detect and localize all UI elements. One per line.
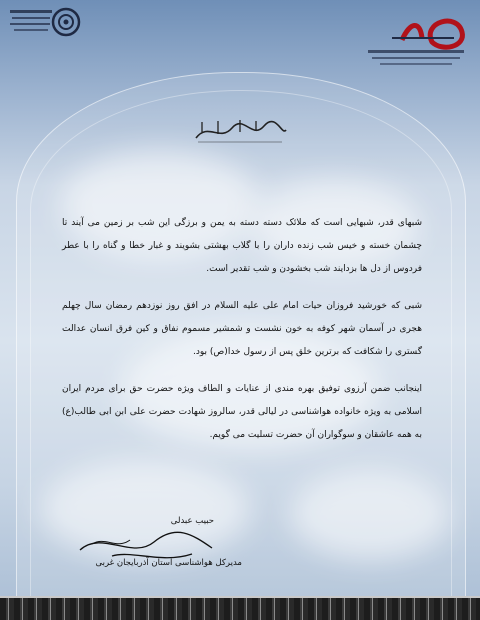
signatory-name: حبیب عبدلی xyxy=(170,516,214,526)
letter-paragraph: شبی که خورشید فروزان حیات امام علی علیه السلام در افق روز نوزدهم رمضان سال چهلم هجری در آسمان شهر کوفه به خون نشست و شمشیر مسموم نفاق و کین فرق انسان عدالت گستری را شکافت که برترین خلق پس از رسول خدا(ص) بود. xyxy=(62,301,422,357)
ali-calligraphy-emblem xyxy=(362,2,470,72)
letter-paragraph: اینجانب ضمن آرزوی توفیق بهره مندی از عنایات و الطاف ویژه حضرت حق برای مردم ایران اسلامی به ویژه خانواده هواشناسی در لیالی قدر، سالروز شهادت حضرت علی ابن ابی طالب(ع) به همه عاشقان و سوگواران آن حضرت تسلیت می گویم. xyxy=(62,384,422,440)
organization-logo xyxy=(8,4,82,44)
signature-block xyxy=(72,514,242,584)
decorative-bottom-border xyxy=(0,596,480,620)
letter-body xyxy=(62,212,422,461)
signatory-title: مدیرکل هواشناسی استان آذربایجان غربی xyxy=(95,558,242,568)
basmala-calligraphy xyxy=(190,116,290,148)
letter-paragraph: شبهای قدر، شبهایی است که ملائک دسته دسته به یمن و برزگی این شب بر زمین می آیند تا چشمان خسته و خیس شب زنده داران را با گلاب بهشتی بشویند و غبار خطا و گناه را با عطر فردوس از دل ها بزدایند شب بخشودن و شب تقدیر است. xyxy=(62,218,422,274)
